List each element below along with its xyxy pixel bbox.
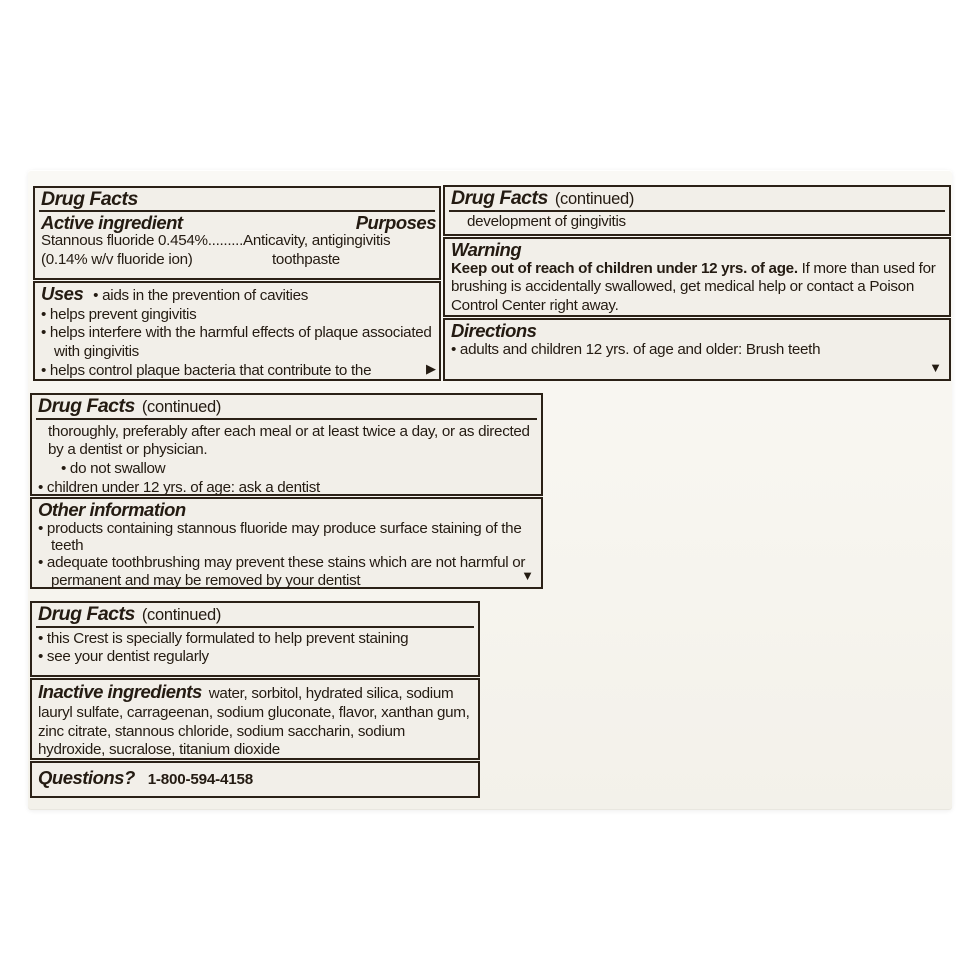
other-info-bullet: • products containing stannous fluoride may produce surface staining of the teeth	[38, 520, 522, 555]
directions-body	[445, 320, 949, 359]
arrow-down-icon: ▼	[929, 360, 942, 375]
drug-facts-heading: Drug Facts	[451, 187, 548, 209]
warning-rest-text: If more than used for brushing is accidentally swallowed, get medical help or contact a Poison Control Center right away.	[451, 259, 936, 314]
uses-carryover-text: development of gingivitis	[467, 212, 626, 230]
inactive-ingredients-list: water, sorbitol, hydrated silica, sodium lauryl sulfate, carrageenan, sodium gluconate, flavor, xanthan gum, zinc citrate, stannous chloride, sodium saccharin, sodium hydroxide, sucralose, titanium dioxide	[38, 685, 470, 759]
ingredient-leader-line: Stannous fluoride 0.454%.........Anticavity, antigingivitis	[41, 232, 391, 250]
warning-heading: Warning	[451, 239, 522, 260]
warning-section	[443, 237, 951, 317]
uses-lead-bullet: • aids in the prevention of cavities	[93, 287, 309, 304]
active-ingredient-heading: Active ingredient	[41, 211, 183, 233]
active-purposes-row	[35, 212, 439, 233]
directions-heading: Directions	[451, 320, 537, 341]
arrow-down-icon: ▼	[521, 568, 534, 583]
drug-facts-heading: Drug Facts	[38, 395, 135, 417]
other-information-heading: Other information	[38, 499, 186, 520]
uses-lead-line	[41, 285, 433, 306]
uses-bullet: • helps control plaque bacteria that contribute to the	[41, 361, 372, 379]
questions-heading: Questions?	[38, 767, 135, 788]
other-information-section	[30, 497, 543, 589]
inactive-ingredients-section	[30, 678, 480, 760]
dentist-bullet: • see your dentist regularly	[38, 648, 209, 666]
uses-body	[35, 283, 439, 381]
directions-bullet: • adults and children 12 yrs. of age and older: Brush teeth	[451, 340, 821, 358]
continued-label: (continued)	[554, 190, 635, 208]
drug-facts-panel-continued-3	[30, 601, 480, 798]
drug-facts-title-row	[36, 395, 537, 420]
arrow-right-icon: ▶	[426, 361, 436, 376]
directions-carryover-text: thoroughly, preferably after each meal or at least twice a day, or as directed by a dentist or physician.	[48, 422, 530, 459]
drug-facts-title-row	[39, 188, 435, 212]
uses-bullet: • helps prevent gingivitis	[41, 305, 197, 323]
staining-notes-body	[32, 628, 478, 667]
staining-notes-section	[30, 601, 480, 677]
drug-facts-panel-continued-1	[443, 185, 951, 382]
continued-header-section	[443, 185, 951, 236]
directions-section	[443, 318, 951, 381]
staining-bullet: • this Crest is specially formulated to help prevent staining	[38, 629, 409, 647]
continued-label: (continued)	[141, 606, 222, 624]
questions-phone-number: 1-800-594-4158	[147, 771, 253, 788]
warning-body	[445, 239, 949, 315]
other-info-bullet: • adequate toothbrushing may prevent these stains which are not harmful or permanent and may be removed by your dentist	[38, 554, 526, 589]
uses-heading: Uses	[41, 283, 84, 304]
continued-label: (continued)	[141, 398, 222, 416]
inactive-ingredients-body	[32, 680, 478, 760]
purposes-heading: Purposes	[355, 211, 436, 233]
uses-section	[33, 281, 441, 381]
drug-facts-panel-main	[33, 186, 441, 381]
do-not-swallow-bullet: • do not swallow	[61, 460, 166, 478]
questions-section	[30, 761, 480, 798]
fluoride-ion-text: (0.14% w/v fluoride ion)	[41, 251, 193, 269]
warning-bold-text: Keep out of reach of children under 12 yrs. of age.	[451, 259, 798, 277]
children-bullet: • children under 12 yrs. of age: ask a dentist	[38, 478, 320, 496]
inactive-ingredients-heading: Inactive ingredients	[38, 681, 202, 702]
warning-text	[451, 260, 943, 316]
drug-facts-title-row	[449, 187, 945, 212]
drug-facts-title-row	[36, 603, 474, 628]
uses-bullet: • helps interfere with the harmful effects of plaque associated with gingivitis	[41, 324, 432, 361]
directions-continued-section	[30, 393, 543, 496]
drug-facts-panel-continued-2	[30, 393, 543, 589]
toothpaste-text: toothpaste	[272, 251, 340, 269]
drug-facts-heading: Drug Facts	[38, 603, 135, 625]
drug-facts-heading: Drug Facts	[41, 188, 138, 210]
other-information-body	[32, 499, 541, 589]
questions-row	[32, 763, 478, 790]
ingredient-line-2	[35, 251, 439, 270]
active-ingredient-section	[33, 186, 441, 280]
